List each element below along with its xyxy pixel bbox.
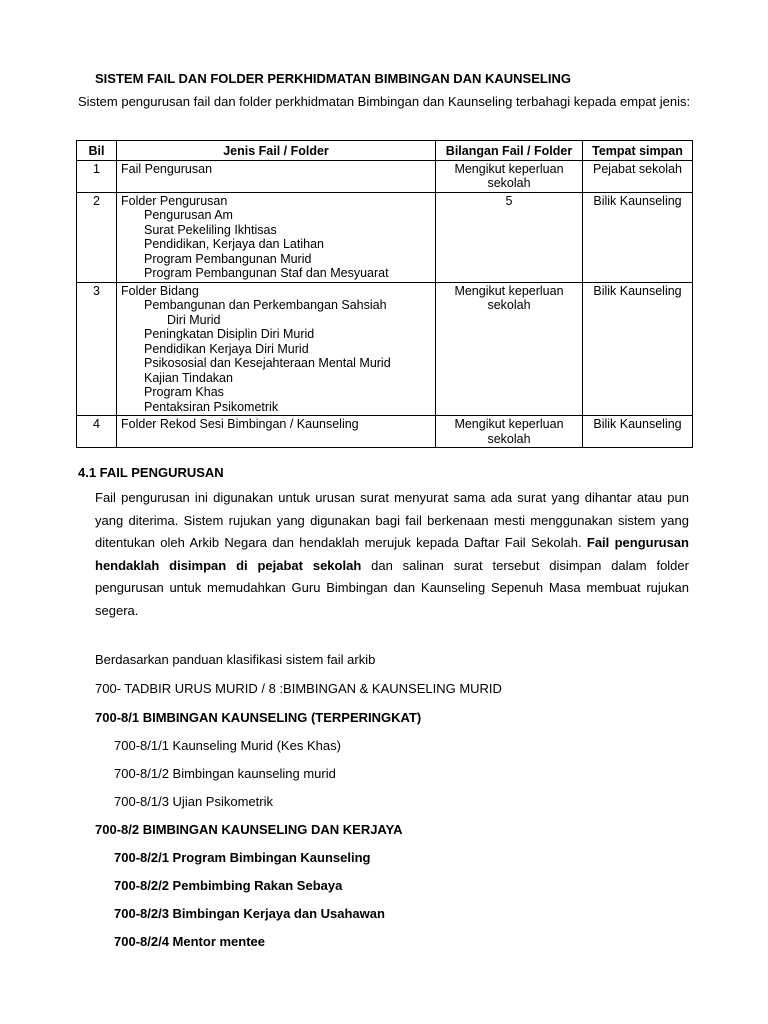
row-item: Program Pembangunan Murid — [144, 251, 312, 266]
body-paragraph — [95, 487, 689, 622]
cell-bilangan: 5 — [436, 192, 583, 282]
table-row — [77, 160, 693, 192]
paragraph-emphasis: Fail pengurusan hendaklah disimpan di pejabat sekolah — [95, 535, 689, 573]
cell-bilangan: Mengikut keperluan sekolah — [436, 416, 583, 448]
paragraph-text-end: dan salinan surat tersebut disimpan dalam folder pengurusan untuk memudahkan Guru Bimbingan dan Kaunseling Sepenuh Masa membuat rujukan segera. — [95, 557, 689, 618]
header-bil: Bil — [77, 141, 117, 161]
cell-bilangan: Mengikut keperluan sekolah — [436, 160, 583, 192]
cell-bil: 1 — [77, 160, 117, 192]
row-title: Folder Rekod Sesi Bimbingan / Kaunseling — [121, 417, 359, 431]
classification-item: 700-8/2/4 Mentor mentee — [114, 934, 266, 949]
classification-item: 700-8/2/3 Bimbingan Kerjaya dan Usahawan — [114, 906, 385, 921]
group-heading: 700-8/1 BIMBINGAN KAUNSELING (TERPERINGKAT) — [95, 710, 422, 725]
classification-item: 700-8/1/2 Bimbingan kaunseling murid — [114, 766, 336, 781]
paragraph-text: Fail pengurusan ini digunakan untuk urusan surat menyurat sama ada surat yang dihantar atau pun yang diterima. Sistem rujukan yang digunakan bagi fail berkenaan mesti menggunakan sistem yang ditentukan oleh Arkib Negara dan hendaklah merujuk kepada Daftar Fail Sekolah. — [95, 490, 689, 550]
row-item: Surat Pekeliling Ikhtisas — [144, 222, 277, 237]
table-header-row — [77, 141, 693, 161]
table-row — [77, 282, 693, 416]
header-tempat: Tempat simpan — [583, 141, 693, 161]
cell-bil: 2 — [77, 192, 117, 282]
cell-jenis — [117, 192, 436, 282]
classification-item: 700-8/1/1 Kaunseling Murid (Kes Khas) — [114, 738, 341, 753]
classification-item: 700-8/1/3 Ujian Psikometrik — [114, 794, 273, 809]
table-row — [77, 416, 693, 448]
row-item: Pembangunan dan Perkembangan Sahsiah — [144, 298, 387, 312]
cell-jenis — [117, 160, 436, 192]
header-jenis: Jenis Fail / Folder — [117, 141, 436, 161]
row-item: Psikososial dan Kesejahteraan Mental Murid — [144, 356, 391, 370]
cell-bil: 3 — [77, 282, 117, 416]
row-title: Folder Bidang — [121, 283, 199, 298]
document-title: SISTEM FAIL DAN FOLDER PERKHIDMATAN BIMBINGAN DAN KAUNSELING — [95, 71, 571, 86]
classification-code-main: 700- TADBIR URUS MURID / 8 :BIMBINGAN & KAUNSELING MURID — [95, 681, 502, 696]
group-heading: 700-8/2 BIMBINGAN KAUNSELING DAN KERJAYA — [95, 822, 403, 837]
cell-tempat: Bilik Kaunseling — [583, 416, 693, 448]
row-item: Diri Murid — [167, 312, 221, 327]
cell-bilangan: Mengikut keperluan sekolah — [436, 282, 583, 416]
classification-item: 700-8/2/2 Pembimbing Rakan Sebaya — [114, 878, 343, 893]
row-item: Kajian Tindakan — [144, 370, 233, 385]
cell-jenis — [117, 416, 436, 448]
header-bilangan: Bilangan Fail / Folder — [436, 141, 583, 161]
cell-bil: 4 — [77, 416, 117, 448]
row-item: Peningkatan Disiplin Diri Murid — [144, 327, 315, 341]
row-item: Pendidikan Kerjaya Diri Murid — [144, 341, 309, 356]
folder-table — [76, 140, 693, 448]
intro-text: Sistem pengurusan fail dan folder perkhidmatan Bimbingan dan Kaunseling terbahagi kepada empat jenis: — [78, 94, 691, 109]
cell-tempat: Pejabat sekolah — [583, 160, 693, 192]
row-item: Pendidikan, Kerjaya dan Latihan — [144, 237, 324, 251]
section-heading: 4.1 FAIL PENGURUSAN — [78, 465, 224, 480]
row-item: Pentaksiran Psikometrik — [144, 399, 279, 414]
classification-item: 700-8/2/1 Program Bimbingan Kaunseling — [114, 850, 371, 865]
row-title: Fail Pengurusan — [121, 161, 213, 176]
cell-jenis — [117, 282, 436, 416]
cell-tempat: Bilik Kaunseling — [583, 192, 693, 282]
row-item: Program Pembangunan Staf dan Mesyuarat — [144, 266, 389, 280]
classification-intro: Berdasarkan panduan klasifikasi sistem fail arkib — [95, 652, 376, 667]
row-item: Pengurusan Am — [144, 208, 233, 222]
table-row — [77, 192, 693, 282]
cell-tempat: Bilik Kaunseling — [583, 282, 693, 416]
row-item: Program Khas — [144, 385, 224, 399]
row-title: Folder Pengurusan — [121, 193, 228, 208]
